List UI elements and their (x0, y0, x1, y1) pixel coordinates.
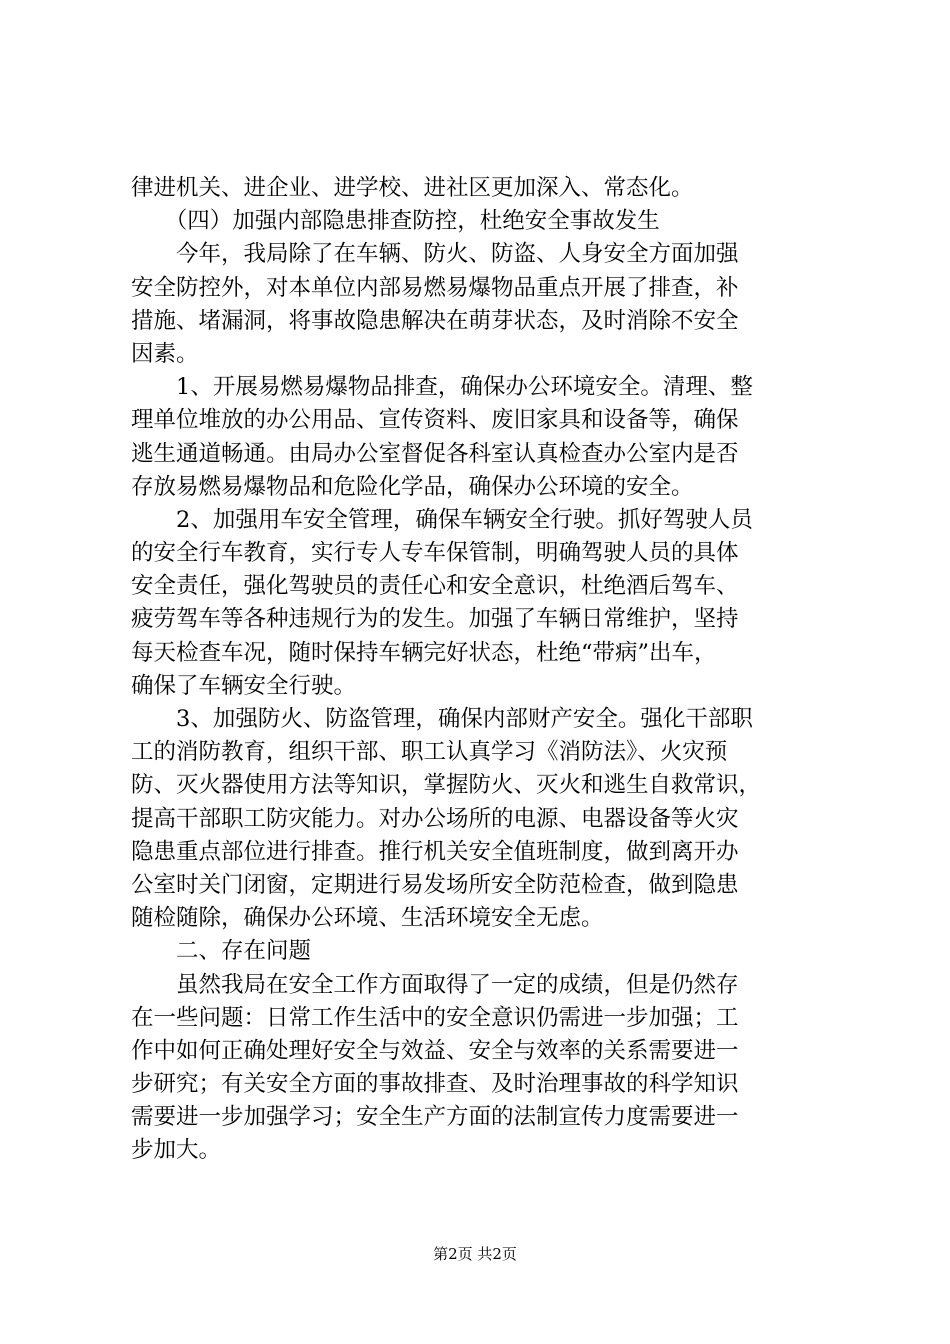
text-line: 每天检查车况，随时保持车辆完好状态，杜绝“带病”出车， (131, 639, 717, 666)
text-line: 1、开展易燃易爆物品排查，确保办公环境安全。清理、整 (131, 374, 753, 401)
text-line: 因素。 (131, 340, 199, 367)
text-line: 2、加强用车安全管理，确保车辆安全行驶。抓好驾驶人员 (131, 506, 753, 533)
text-line: 随检随除，确保办公环境、生活环境安全无虑。 (131, 905, 604, 932)
text-line: 在一些问题：日常工作生活中的安全意识仍需进一步加强；工 (131, 1004, 739, 1031)
text-line: 公室时关门闭窗，定期进行易发场所安全防范检查，做到隐患 (131, 871, 739, 898)
section-heading: （四）加强内部隐患排查防控，杜绝安全事故发生 (131, 208, 660, 235)
text-line: 确保了车辆安全行驶。 (131, 672, 357, 699)
text-line: 的安全行车教育，实行专人专车保管制，明确驾驶人员的具体 (131, 540, 739, 567)
text-line: 疲劳驾车等各种违规行为的发生。加强了车辆日常维护，坚持 (131, 606, 739, 633)
document-body (131, 172, 831, 1168)
text-line: 律进机关、进企业、进学校、进社区更加深入、常态化。 (131, 175, 694, 201)
section-heading: 二、存在问题 (131, 938, 312, 965)
text-line: 作中如何正确处理好安全与效益、安全与效率的关系需要进一 (131, 1037, 739, 1064)
text-line: 提高干部职工防灾能力。对办公场所的电源、电器设备等火灾 (131, 805, 739, 832)
page-number-footer: 第2页 共2页 (433, 1245, 517, 1263)
text-line: 安全责任，强化驾驶员的责任心和安全意识，杜绝酒后驾车、 (131, 573, 739, 600)
text-line: 安全防控外，对本单位内部易燃易爆物品重点开展了排查，补 (131, 274, 739, 301)
text-line: 措施、堵漏洞，将事故隐患解决在萌芽状态，及时消除不安全 (131, 307, 739, 334)
text-line: 工的消防教育，组织干部、职工认真学习《消防法》、火灾预 (131, 739, 728, 766)
text-line: 3、加强防火、防盗管理，确保内部财产安全。强化干部职 (131, 706, 753, 732)
text-line: 隐患重点部位进行排查。推行机关安全值班制度，做到离开办 (131, 838, 739, 865)
text-line: 防、灭火器使用方法等知识，掌握防火、灭火和逃生自救常识， (131, 772, 762, 799)
text-line: 存放易燃易爆物品和危险化学品，确保办公环境的安全。 (131, 473, 694, 500)
text-line: 逃生通道畅通。由局办公室督促各科室认真检查办公室内是否 (131, 440, 739, 467)
text-line: 虽然我局在安全工作方面取得了一定的成绩，但是仍然存 (131, 971, 739, 998)
text-line: 步加大。 (131, 1137, 222, 1164)
text-line: 理单位堆放的办公用品、宣传资料、废旧家具和设备等，确保 (131, 407, 739, 434)
text-line: 今年，我局除了在车辆、防火、防盗、人身安全方面加强 (131, 241, 739, 268)
text-line: 步研究；有关安全方面的事故排查、及时治理事故的科学知识 (131, 1071, 739, 1098)
text-line: 需要进一步加强学习；安全生产方面的法制宣传力度需要进一 (131, 1104, 739, 1131)
